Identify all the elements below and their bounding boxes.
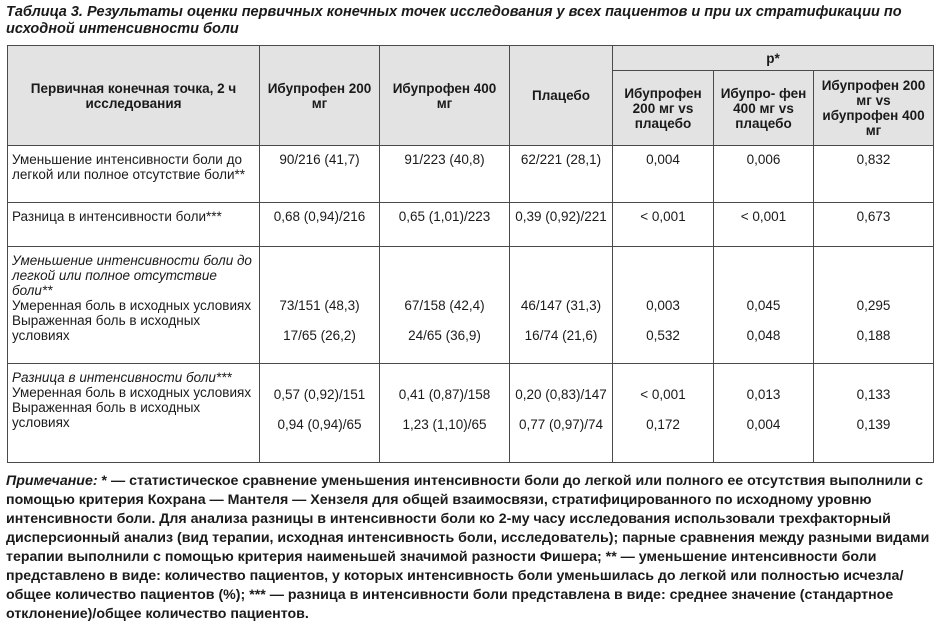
cell-p2: 0,045 [746,298,781,313]
cell-p1: 0,532 [646,328,680,343]
cell-p1: < 0,001 [613,203,714,247]
cell-p3: 0,832 [814,146,934,203]
group-label-cell [8,364,260,463]
table-note [6,472,936,624]
cell-p1: 0,004 [613,146,714,203]
header-p-400-vs-placebo: Ибупро- фен 400 мг vs плацебо [714,71,814,146]
cell-ibu400: 91/223 (40,8) [380,146,510,203]
header-p-200-vs-placebo: Ибупрофен 200 мг vs плацебо [613,71,714,146]
cell-placebo: 0,20 (0,83)/147 [515,387,607,402]
group-title: Уменьшение интенсивности боли до легкой или полное отсутствие боли** [12,253,252,298]
table-caption: Таблица 3. Результаты оценки первичных конечных точек исследования у всех пациентов и при их стратификации по исходной интенсивности боли [6,4,902,37]
row-label: Уменьшение интенсивности боли до легкой или полное отсутствие боли** [8,146,260,203]
header-placebo: Плацебо [510,46,613,146]
cell-p2: 0,048 [746,328,781,343]
cell-ibu200: 73/151 (48,3) [279,298,360,313]
header-row-1 [8,46,934,71]
cell-p2-group [714,247,814,364]
cell-ibu200: 90/216 (41,7) [260,146,380,203]
header-p-value: p* [613,46,934,71]
cell-ibu400-group [380,364,510,463]
note-text: * — статистическое сравнение уменьшения интенсивности боли до легкой или полного ее отсутствия выполнили с помощью критерия Кохрана — Мантеля — Хензеля для общей взаимосвязи, стратифицированного по исходному уровню интенсивности боли. Для анализа разницы в интенсивности боли ко 2-му часу исследования использовали трехфакторный дисперсионный анализ (вид терапии, исходная интенсивность боли, исследователь); парные сравнения между разными видами терапии выполнили с помощью критерия наименьшей значимой разности Фишера; ** — уменьшение интенсивности боли представлено в виде: количество пациентов, у которых интенсивность боли уменьшилась до легкой или полностью исчезла/общее количество пациентов (%); *** — разница в интенсивности боли представлена в виде: среднее значение (стандартное отклонение)/общее количество пациентов. [6,473,930,622]
cell-p3: 0,673 [814,203,934,247]
cell-ibu400: 67/158 (42,4) [404,298,485,313]
cell-placebo: 0,39 (0,92)/221 [510,203,613,247]
cell-ibu400: 24/65 (36,9) [408,328,481,343]
header-p-200-vs-400: Ибупрофен 200 мг vs ибупрофен 400 мг [814,71,934,146]
cell-ibu200: 0,94 (0,94)/65 [277,417,362,432]
sub-row-label: Выраженная боль в исходных условиях [12,400,201,430]
cell-placebo: 0,77 (0,97)/74 [518,417,604,432]
header-ibuprofen-200: Ибупрофен 200 мг [260,46,380,146]
cell-ibu400: 1,23 (1,10)/65 [402,417,487,432]
cell-ibu200-group [260,364,380,463]
cell-ibu200: 0,68 (0,94)/216 [260,203,380,247]
group-title: Разница в интенсивности боли*** [12,370,232,385]
cell-placebo: 62/221 (28,1) [510,146,613,203]
cell-p3: 0,188 [856,328,891,343]
cell-ibu400-group [380,247,510,364]
note-lead: Примечание: [6,473,98,489]
cell-p1-group [613,364,714,463]
table-row [8,203,934,247]
cell-p1: < 0,001 [640,387,686,402]
sub-row-label: Умеренная боль в исходных условиях [12,385,252,400]
cell-ibu200: 17/65 (26,2) [283,328,356,343]
cell-p3-group [814,247,934,364]
group-label-cell [8,247,260,364]
cell-placebo-group [510,247,613,364]
cell-p3: 0,295 [856,298,891,313]
cell-p2-group [714,364,814,463]
cell-ibu200: 0,57 (0,92)/151 [273,387,366,402]
cell-p3: 0,139 [856,417,891,432]
cell-placebo: 16/74 (21,6) [524,328,598,343]
cell-placebo-group [510,364,613,463]
sub-row-label: Выраженная боль в исходных условиях [12,313,201,343]
cell-p2: 0,006 [714,146,814,203]
results-table [7,45,934,463]
cell-p3: 0,133 [856,387,891,402]
cell-placebo: 46/147 (31,3) [520,298,602,313]
cell-ibu400: 0,65 (1,01)/223 [380,203,510,247]
cell-p1: 0,172 [646,417,680,432]
header-ibuprofen-400: Ибупрофен 400 мг [380,46,510,146]
table-row [8,146,934,203]
cell-p3-group [814,364,934,463]
cell-ibu400: 0,41 (0,87)/158 [398,387,491,402]
header-endpoint: Первичная конечная точка, 2 ч исследования [8,46,260,146]
cell-p2: < 0,001 [714,203,814,247]
cell-p1-group [613,247,714,364]
cell-p2: 0,013 [746,387,781,402]
row-label: Разница в интенсивности боли*** [8,203,260,247]
cell-ibu200-group [260,247,380,364]
table-row-group-difference [8,364,934,463]
cell-p2: 0,004 [746,417,781,432]
table-row-group-reduction [8,247,934,364]
cell-p1: 0,003 [646,298,680,313]
sub-row-label: Умеренная боль в исходных условиях [12,298,252,313]
